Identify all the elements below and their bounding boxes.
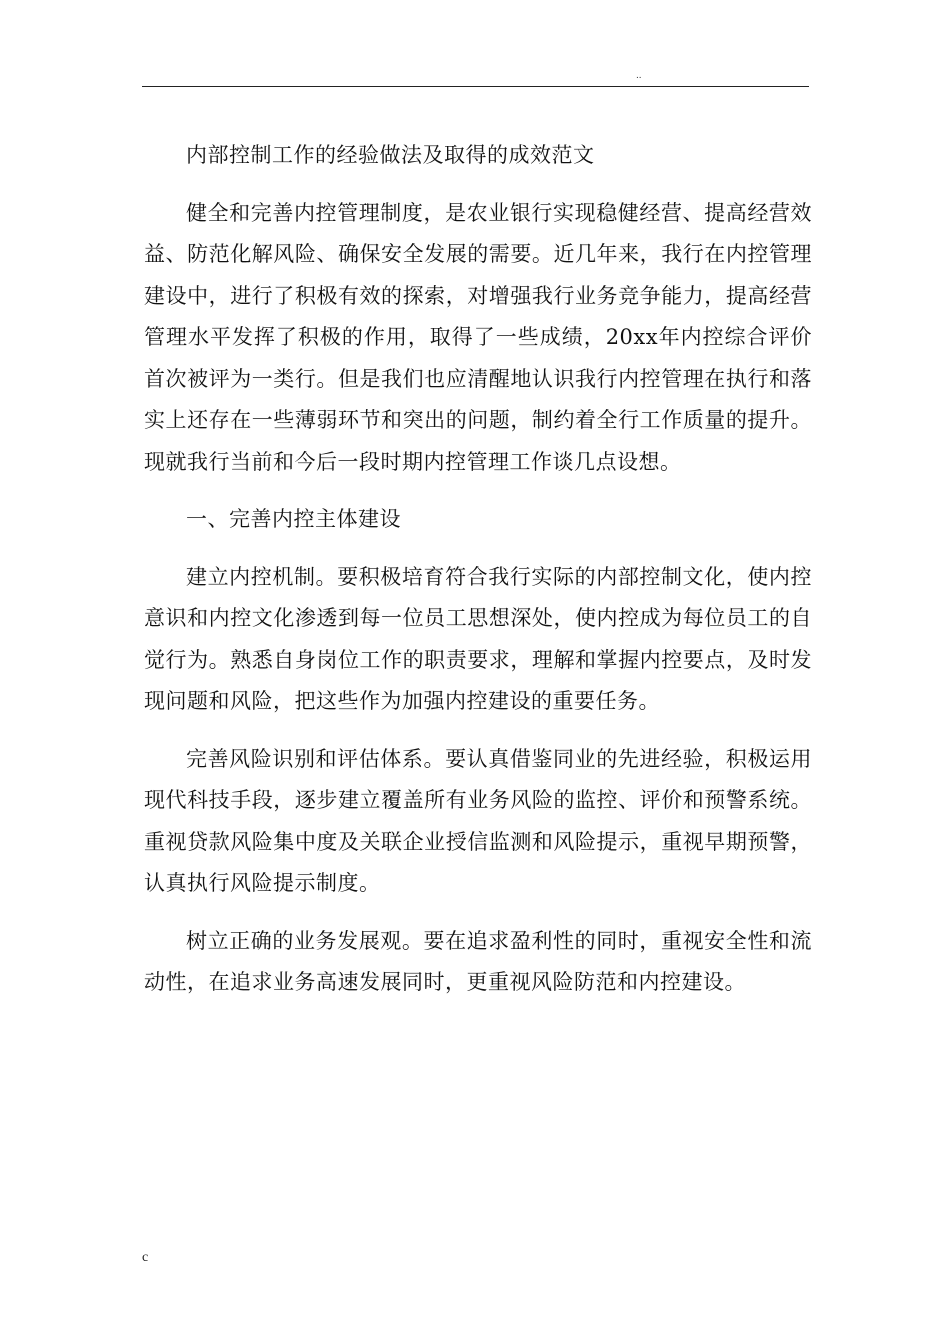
section-heading: 一、完善内控主体建设 [186,507,401,531]
paragraph-business-development: 树立正确的业务发展观。要在追求盈利性的同时，重视安全性和流动性，在追求业务高速发展同时，更重视风险防范和内控建设。 [144,928,812,994]
footer-mark: c [142,1250,149,1265]
paragraph-risk-identification: 完善风险识别和评估体系。要认真借鉴同业的先进经验，积极运用现代科技手段，逐步建立覆盖所有业务风险的监控、评价和预警系统。重视贷款风险集中度及关联企业授信监测和风险提示，重视早期预警，认真执行风险提示制度。 [144,746,812,895]
document-body [144,135,812,1004]
header-rule [142,86,809,87]
intro-paragraph: 健全和完善内控管理制度，是农业银行实现稳健经营、提高经营效益、防范化解风险、确保安全发展的需要。近几年来，我行在内控管理建设中，进行了积极有效的探索，对增强我行业务竞争能力，提高经营管理水平发挥了积极的作用，取得了一些成绩，20xx年内控综合评价首次被评为一类行。但是我们也应清醒地认识我行内控管理在执行和落实上还存在一些薄弱环节和突出的问题，制约着全行工作质量的提升。现就我行当前和今后一段时期内控管理工作谈几点设想。 [144,200,812,474]
document-title: 内部控制工作的经验做法及取得的成效范文 [186,143,595,167]
paragraph-internal-control-mechanism: 建立内控机制。要积极培育符合我行实际的内部控制文化，使内控意识和内控文化渗透到每一位员工思想深处，使内控成为每位员工的自觉行为。熟悉自身岗位工作的职责要求，理解和掌握内控要点，及时发现问题和风险，把这些作为加强内控建设的重要任务。 [144,564,812,713]
header-mark: .. [636,70,642,81]
